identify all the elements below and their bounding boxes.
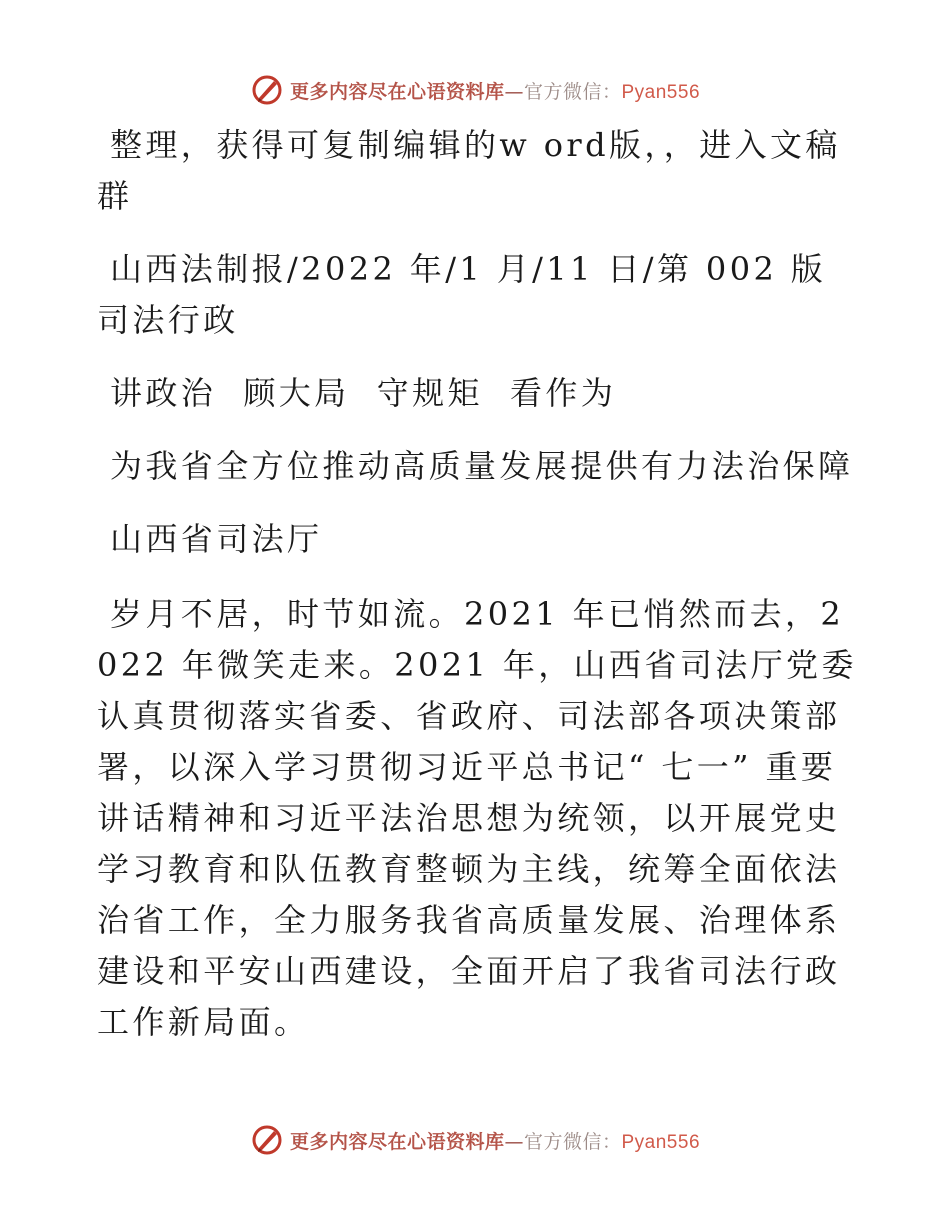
intro-line: 整理，获得可复制编辑的w ord版，，进入文稿群 — [97, 126, 841, 215]
library-name: 更多内容尽在心语资料库 — [289, 1130, 505, 1153]
watermark-text — [290, 77, 700, 104]
body-paragraph: 岁月不居，时节如流。2021 年已悄然而去，2022 年微笑走来。2021 年，山西省司法厅党委认真贯彻落实省委、省政府、司法部各项决策部署，以深入学习贯彻习近平总书记“ 七一” 重要讲话精神和习近平法治思想为统领，以开展党史学习教育和队伍教育整顿为主线，统筹全面依法治省工作，全力服务我省高质量发展、治理体系建设和平安山西建设，全面开启了我省司法行政工作新局面。 — [97, 595, 857, 1041]
wechat-label: 官方微信： — [523, 1130, 622, 1153]
watermark-text — [290, 1127, 700, 1154]
pen-logo-icon — [250, 1123, 284, 1157]
library-name: 更多内容尽在心语资料库 — [289, 80, 505, 103]
headline-title: 为我省全方位推动高质量发展提供有力法治保障 — [110, 447, 854, 485]
wechat-id: Pyan556 — [621, 81, 701, 103]
header-watermark-banner — [0, 70, 950, 110]
author-line: 山西省司法厅 — [110, 520, 323, 558]
wechat-label: 官方微信： — [523, 80, 622, 103]
headline-slogan: 讲政治 顾大局 守规矩 看作为 — [110, 374, 617, 412]
document-body — [97, 120, 857, 1048]
pen-logo-icon — [250, 73, 284, 107]
wechat-id: Pyan556 — [621, 1131, 701, 1153]
separator-dash: — — [504, 1130, 524, 1153]
separator-dash: — — [504, 80, 524, 103]
footer-watermark-banner — [0, 1120, 950, 1160]
source-line: 山西法制报/2022 年/1 月/11 日/第 002 版司法行政 — [97, 250, 827, 339]
